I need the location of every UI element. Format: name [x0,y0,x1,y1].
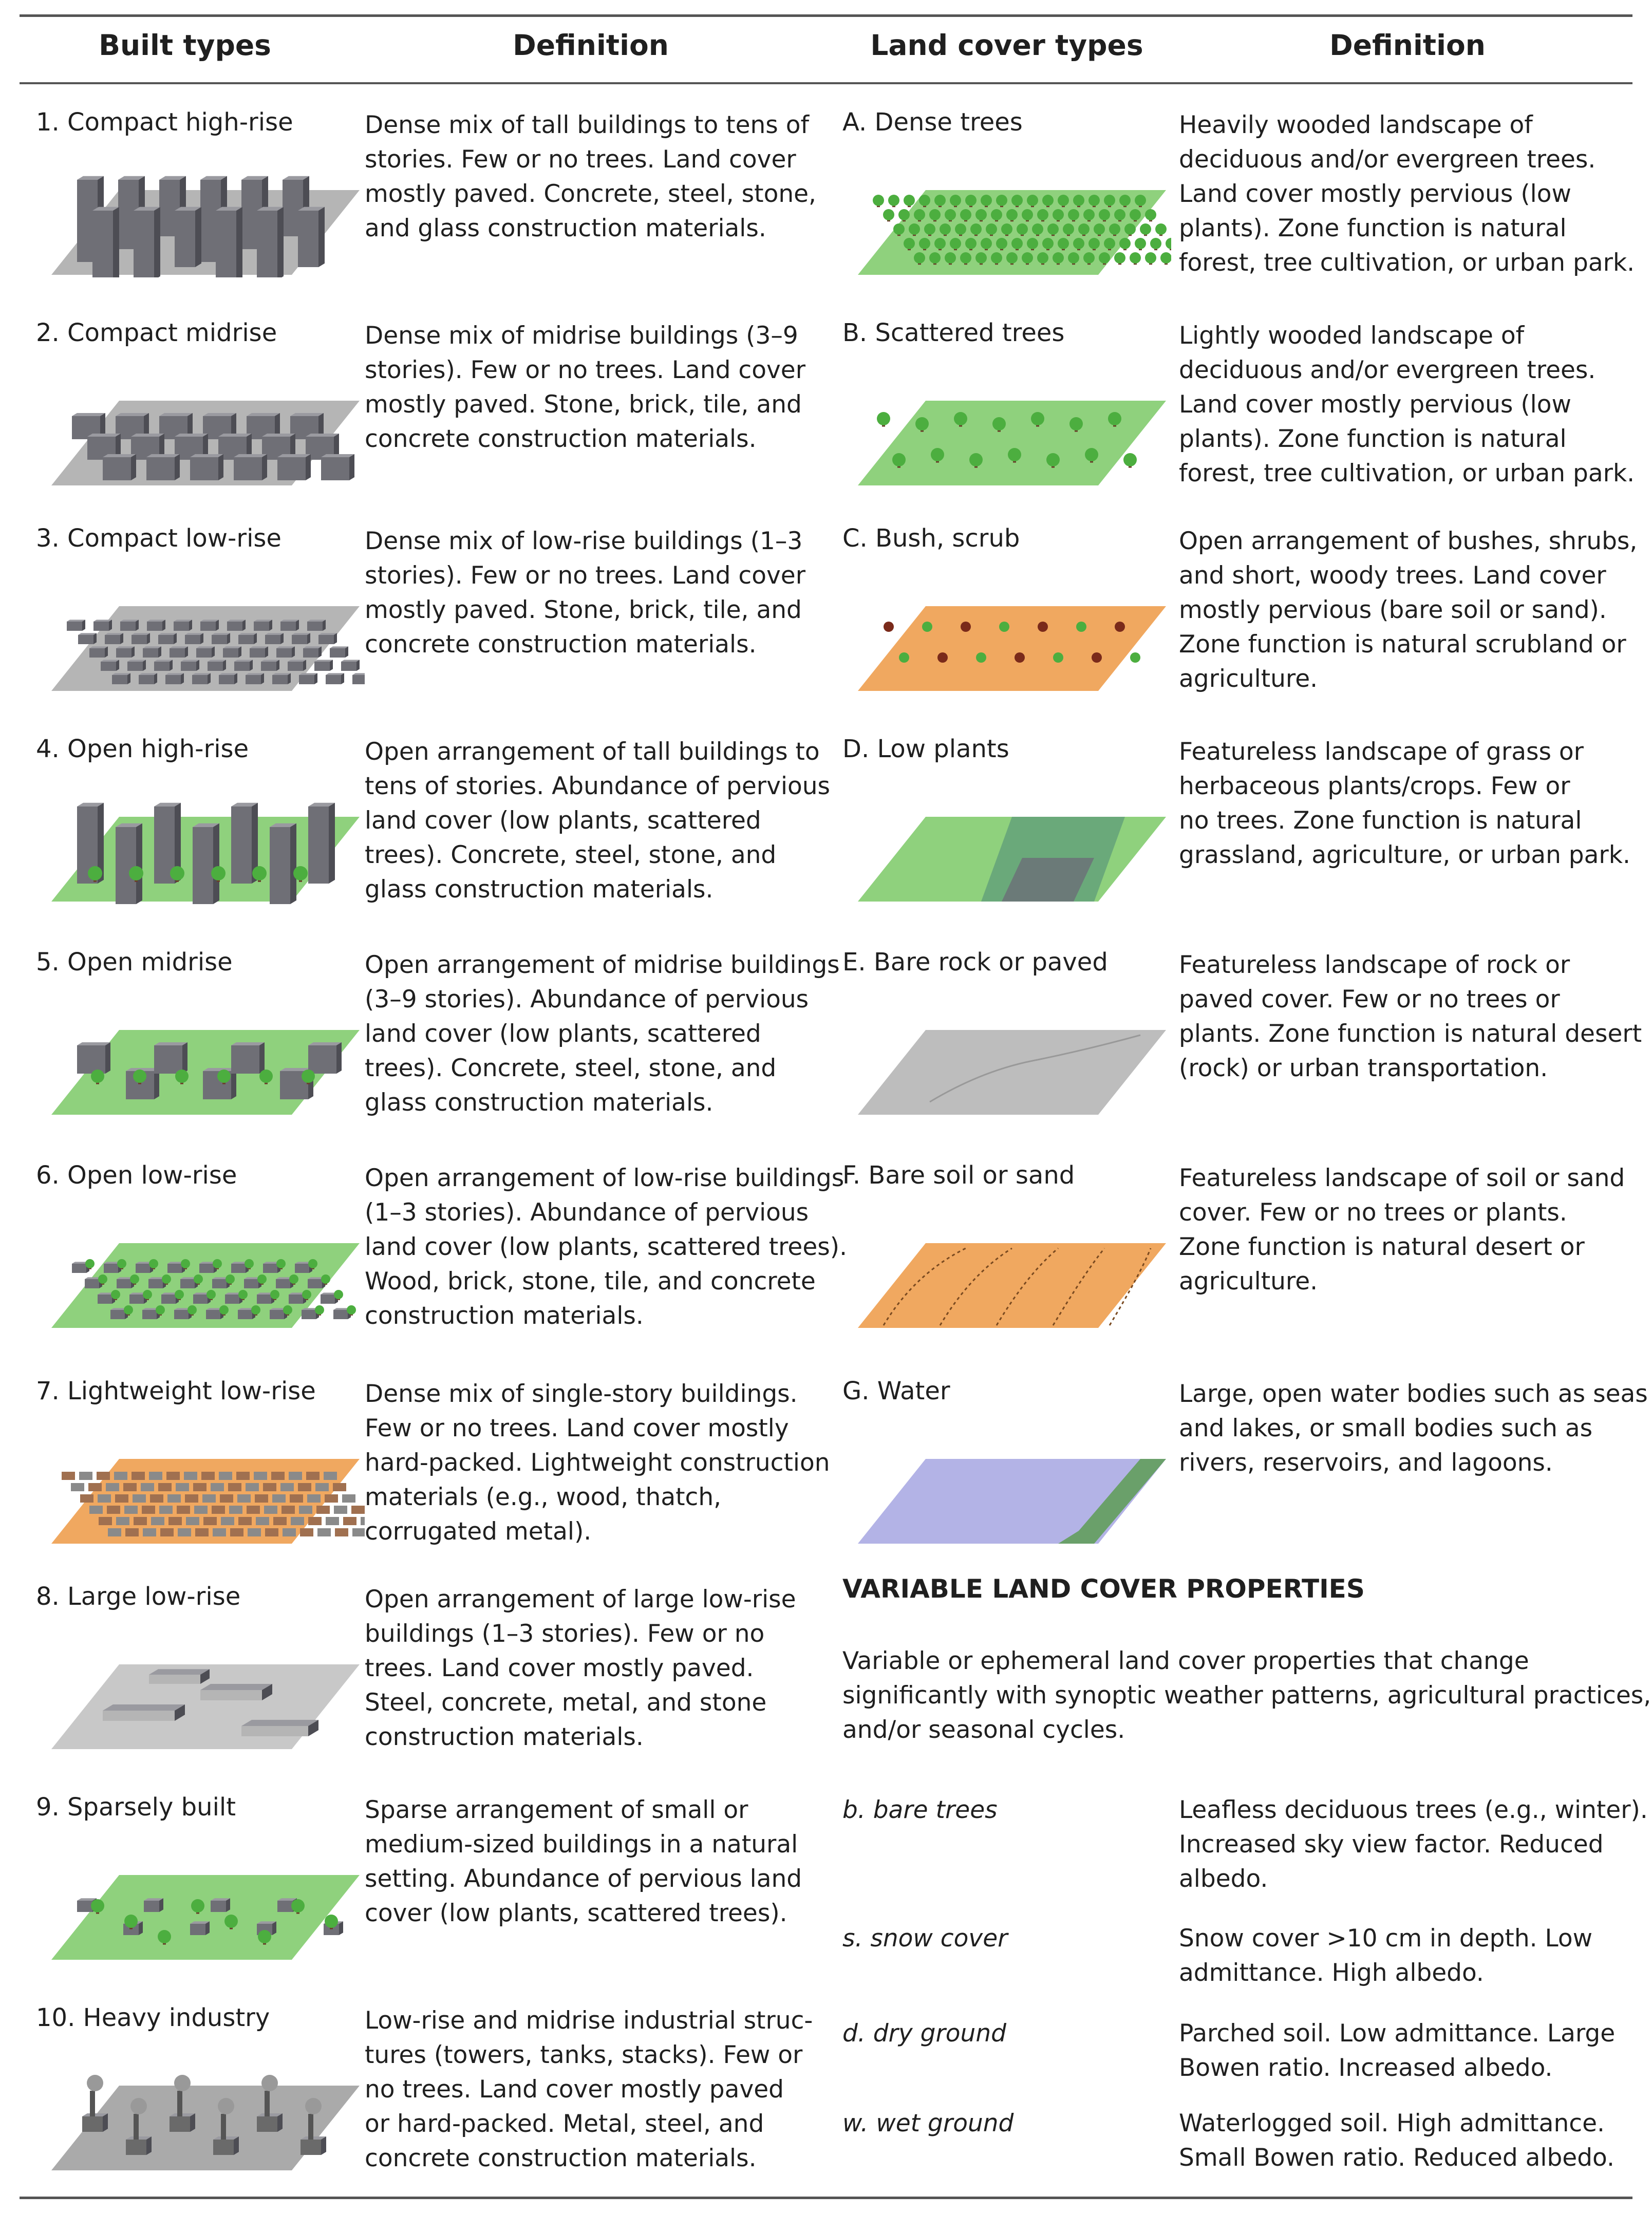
definition-line: trees. Land cover mostly paved. [365,1654,754,1682]
type-name: F. Bare soil or sand [842,1161,1075,1190]
definition-line: cover (low plants, scattered trees). [365,1899,787,1927]
definition-line: Open arrangement of large low-rise [365,1585,796,1614]
definition-line: mostly paved. Stone, brick, tile, and [365,596,802,624]
definition-line: mostly paved. Concrete, steel, stone, [365,180,816,208]
definition-line: Dense mix of tall buildings to tens of [365,111,810,139]
variable-definition-line: Waterlogged soil. High admittance. [1179,2109,1605,2137]
low-plants-illustration [853,786,1171,904]
definition-line: Featureless landscape of soil or sand [1179,1164,1625,1192]
type-name: 4. Open high-rise [36,735,249,763]
definition-line: Open arrangement of tall buildings to [365,738,820,766]
bottom-rule [20,2197,1632,2199]
definition-line: trees). Concrete, steel, stone, and [365,1054,777,1082]
bare-soil-illustration [853,1212,1171,1330]
definition-line: hard-packed. Lightweight construction [365,1449,830,1477]
definition-line: trees). Concrete, steel, stone, and [365,841,777,869]
definition-line: construction materials. [365,1723,644,1751]
definition-line: glass construction materials. [365,1089,714,1117]
definition-line: no trees. Land cover mostly paved [365,2075,784,2104]
bush-scrub-illustration [853,575,1171,693]
header-rule [20,82,1632,84]
definition-line: rivers, reservoirs, and lagoons. [1179,1449,1553,1477]
compact-midrise-illustration [46,370,365,488]
definition-line: Dense mix of midrise buildings (3–9 [365,322,798,350]
top-rule [20,14,1632,17]
definition-line: Open arrangement of bushes, shrubs, [1179,527,1638,555]
definition-line: land cover (low plants, scattered trees). [365,1233,848,1261]
definition-line: stories). Few or no trees. Land cover [365,356,806,384]
definition-line: Few or no trees. Land cover mostly [365,1414,789,1442]
variable-definition-line: Leafless deciduous trees (e.g., winter). [1179,1796,1648,1824]
variable-definition-line: admittance. High albedo. [1179,1959,1484,1987]
lightweight-low-rise-illustration [46,1428,365,1546]
header-land-cover-types: Land cover types [870,29,1143,62]
definition-line: mostly pervious (bare soil or sand). [1179,596,1607,624]
type-name: 8. Large low-rise [36,1582,241,1611]
type-name: 7. Lightweight low-rise [36,1377,316,1405]
variable-definition-line: Parched soil. Low admittance. Large [1179,2019,1616,2048]
definition-line: Land cover mostly pervious (low [1179,390,1571,419]
definition-line: paved cover. Few or no trees or [1179,985,1560,1014]
definition-line: Wood, brick, stone, tile, and concrete [365,1267,816,1296]
variable-title: VARIABLE LAND COVER PROPERTIES [842,1574,1365,1604]
definition-line: forest, tree cultivation, or urban park. [1179,249,1635,277]
heavy-industry-illustration [46,2055,365,2173]
definition-line: (rock) or urban transportation. [1179,1054,1548,1082]
definition-line: Steel, concrete, metal, and stone [365,1689,767,1717]
definition-line: medium-sized buildings in a natural [365,1830,798,1859]
open-low-rise-illustration [46,1212,365,1330]
type-name: 10. Heavy industry [36,2003,270,2032]
definition-line: Featureless landscape of rock or [1179,951,1570,979]
type-name: D. Low plants [842,735,1009,763]
definition-line: Lightly wooded landscape of [1179,322,1525,350]
definition-line: and short, woody trees. Land cover [1179,561,1606,590]
definition-line: Large, open water bodies such as seas [1179,1380,1648,1408]
definition-line: (3–9 stories). Abundance of pervious [365,985,809,1014]
definition-line: cover. Few or no trees or plants. [1179,1198,1567,1227]
variable-intro-line: significantly with synoptic weather patterns, agricultural practices, [842,1681,1651,1710]
variable-name: b. bare trees [842,1796,998,1824]
variable-name: d. dry ground [842,2019,1006,2048]
type-name: 2. Compact midrise [36,318,277,347]
definition-line: corrugated metal). [365,1517,592,1546]
open-high-rise-illustration [46,786,365,904]
variable-definition-line: albedo. [1179,1865,1268,1893]
definition-line: concrete construction materials. [365,630,757,659]
open-midrise-illustration [46,999,365,1117]
compact-low-rise-illustration [46,575,365,693]
water-illustration [853,1428,1171,1546]
definition-line: or hard-packed. Metal, steel, and [365,2110,764,2138]
type-name: C. Bush, scrub [842,524,1020,553]
definition-line: Dense mix of single-story buildings. [365,1380,798,1408]
definition-line: plants). Zone function is natural [1179,214,1567,242]
definition-line: buildings (1–3 stories). Few or no [365,1620,765,1648]
definition-line: Zone function is natural desert or [1179,1233,1585,1261]
definition-line: deciduous and/or evergreen trees. [1179,145,1596,174]
type-name: 1. Compact high-rise [36,108,293,137]
header-definition-built: Definition [513,29,669,62]
definition-line: (1–3 stories). Abundance of pervious [365,1198,809,1227]
definition-line: and lakes, or small bodies such as [1179,1414,1593,1442]
definition-line: mostly paved. Stone, brick, tile, and [365,390,802,419]
variable-name: w. wet ground [842,2109,1014,2137]
definition-line: plants). Zone function is natural [1179,425,1567,453]
compact-high-rise-illustration [46,159,365,277]
definition-line: Open arrangement of midrise buildings [365,951,840,979]
header-definition-land: Definition [1329,29,1486,62]
scattered-trees-illustration [853,370,1171,488]
definition-line: construction materials. [365,1302,644,1330]
dense-trees-illustration [853,159,1171,277]
variable-name: s. snow cover [842,1924,1008,1953]
definition-line: setting. Abundance of pervious land [365,1865,802,1893]
definition-line: glass construction materials. [365,875,714,904]
variable-intro-line: and/or seasonal cycles. [842,1716,1125,1744]
definition-line: concrete construction materials. [365,2144,757,2172]
definition-line: Heavily wooded landscape of [1179,111,1533,139]
variable-definition-line: Snow cover >10 cm in depth. Low [1179,1924,1593,1953]
type-name: 3. Compact low-rise [36,524,281,553]
definition-line: no trees. Zone function is natural [1179,807,1582,835]
header-built-types: Built types [99,29,271,62]
definition-line: concrete construction materials. [365,425,757,453]
variable-intro-line: Variable or ephemeral land cover properties that change [842,1647,1529,1675]
definition-line: herbaceous plants/crops. Few or [1179,772,1570,800]
definition-line: land cover (low plants, scattered [365,807,761,835]
definition-line: plants. Zone function is natural desert [1179,1020,1642,1048]
definition-line: Dense mix of low-rise buildings (1–3 [365,527,803,555]
definition-line: forest, tree cultivation, or urban park. [1179,459,1635,487]
type-name: 9. Sparsely built [36,1793,236,1822]
definition-line: tures (towers, tanks, stacks). Few or [365,2041,803,2069]
type-name: 6. Open low-rise [36,1161,237,1190]
definition-line: Low-rise and midrise industrial struc- [365,2006,813,2035]
definition-line: stories). Few or no trees. Land cover [365,561,806,590]
definition-line: grassland, agriculture, or urban park. [1179,841,1630,869]
type-name: A. Dense trees [842,108,1023,137]
variable-definition-line: Increased sky view factor. Reduced [1179,1830,1604,1859]
type-name: B. Scattered trees [842,318,1065,347]
sparsely-built-illustration [46,1844,365,1962]
definition-line: Open arrangement of low-rise buildings [365,1164,844,1192]
large-low-rise-illustration [46,1634,365,1752]
definition-line: Sparse arrangement of small or [365,1796,748,1824]
definition-line: materials (e.g., wood, thatch, [365,1483,722,1511]
definition-line: deciduous and/or evergreen trees. [1179,356,1596,384]
variable-definition-line: Small Bowen ratio. Reduced albedo. [1179,2144,1615,2172]
definition-line: tens of stories. Abundance of pervious [365,772,831,800]
definition-line: Land cover mostly pervious (low [1179,180,1571,208]
definition-line: and glass construction materials. [365,214,766,242]
type-name: 5. Open midrise [36,948,233,977]
definition-line: agriculture. [1179,665,1318,693]
bare-rock-illustration [853,999,1171,1117]
type-name: E. Bare rock or paved [842,948,1108,977]
variable-definition-line: Bowen ratio. Increased albedo. [1179,2054,1553,2082]
definition-line: stories. Few or no trees. Land cover [365,145,796,174]
definition-line: agriculture. [1179,1267,1318,1296]
type-name: G. Water [842,1377,950,1405]
definition-line: land cover (low plants, scattered [365,1020,761,1048]
definition-line: Zone function is natural scrubland or [1179,630,1626,659]
definition-line: Featureless landscape of grass or [1179,738,1584,766]
